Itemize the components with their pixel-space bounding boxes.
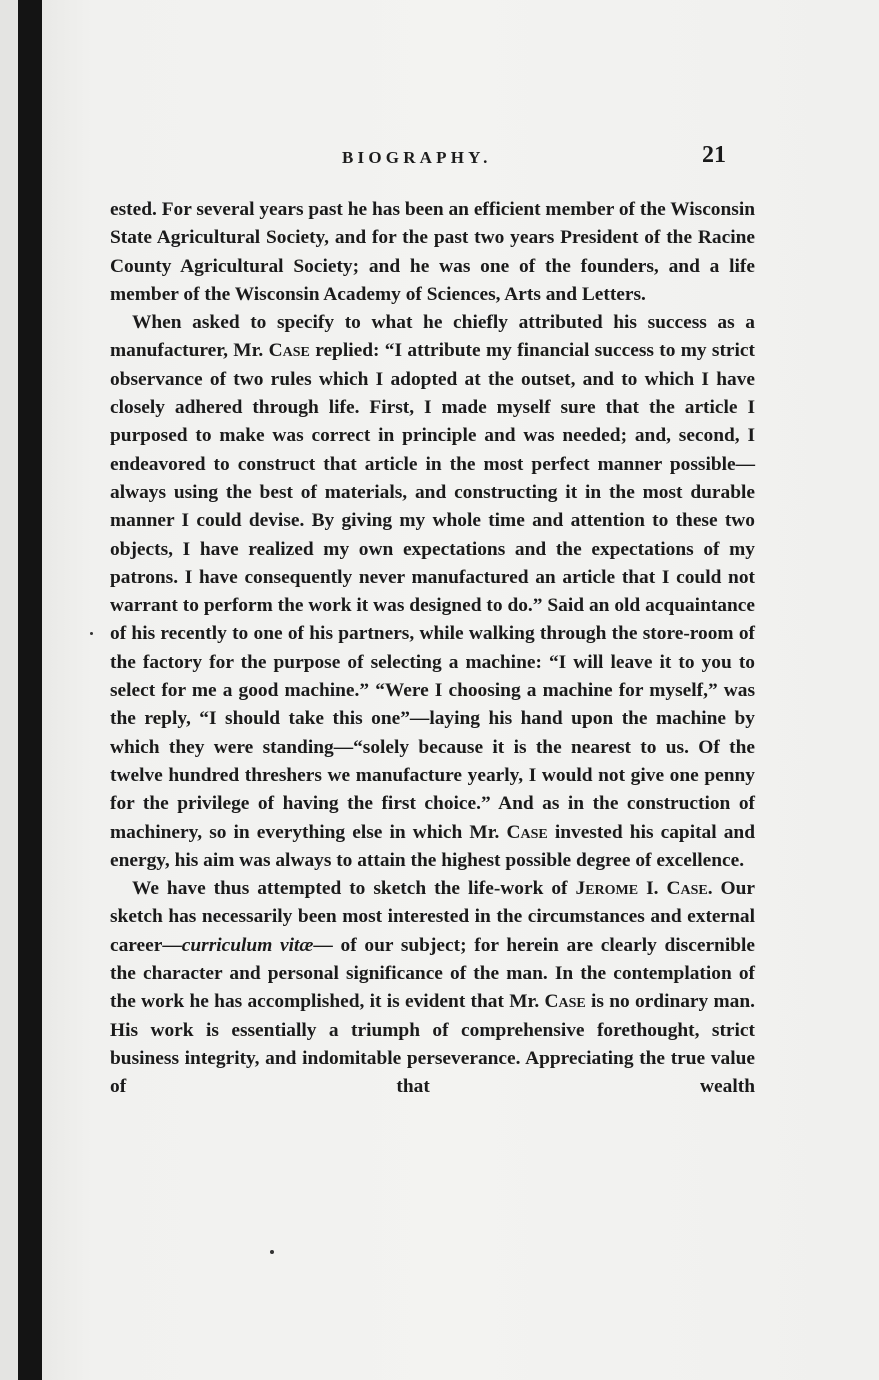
- paragraph-2-text-a: When asked to specify to what he chiefly attributed his success as a manufacturer, Mr.: [110, 312, 755, 362]
- ink-speck: [90, 632, 93, 635]
- paragraph-1: ested. For several years past he has been an efficient member of the Wisconsin State Agricultural Society, and for the past two years President of the Racine County Agricultural Society; and he was one of the founders, and a life member of the Wisconsin Academy of Sciences, Arts and Letters.: [110, 199, 755, 305]
- page-number: 21: [702, 142, 726, 168]
- paragraph-2-text-c: invested his capital and energy, his aim was always to attain the highest possible degree of excellence.: [110, 821, 755, 871]
- name-jerome-i-case: Jerome I. Case.: [575, 878, 713, 900]
- paragraph-2: [110, 309, 755, 875]
- name-case: Case: [544, 991, 586, 1013]
- body-text: [110, 196, 755, 1102]
- paragraph-3: [110, 875, 755, 1101]
- left-margin: [0, 0, 18, 1380]
- page-header: [0, 142, 879, 176]
- ink-speck: [270, 1250, 274, 1254]
- running-head: BIOGRAPHY.: [342, 148, 492, 167]
- paragraph-3-text-c: — of our subject; for herein are clearly discernible the character and personal significance of the man. In the contemplation of the work he has accomplished, it is evident that Mr.: [110, 934, 755, 1013]
- paragraph-3-text-b: Our sketch has necessarily been most interested in the circumstances and external career—: [110, 878, 756, 956]
- name-case: Case: [268, 340, 310, 362]
- name-case: Case: [506, 821, 548, 843]
- latin-phrase: curriculum vitæ: [181, 934, 314, 956]
- book-binding-edge: [18, 0, 42, 1380]
- paragraph-3-text-a: We have thus attempted to sketch the life-work of: [132, 878, 576, 900]
- paragraph-3-text-d: is no ordinary man. His work is essentially a triumph of comprehensive forethought, strict business integrity, and indomitable perseverance. Appreciating the true value of that wealth: [110, 991, 755, 1098]
- paragraph-2-text-b: replied: “I attribute my financial success to my strict observance of two rules which I adopted at the outset, and to which I have closely adhered through life. First, I made myself sure that the article I purposed to make was correct in principle and was needed; and, second, I endeavored to construct that article in the most perfect manner possible—always using the best of materials, and constructing it in the most durable manner I could devise. By giving my whole time and attention to these two objects, I have realized my own expectations and the expectations of my patrons. I have consequently never manufactured an article that I could not warrant to perform the work it was designed to do.” Said an old acquaintance of his recently to one of his partners, while walking through the store-room of the factory for the purpose of selecting a machine: “I will leave it to you to select for me a good machine.” “Were I choosing a machine for myself,” was the reply, “I should take this one”—laying his hand upon the machine by which they were standing—“solely because it is the nearest to us. Of the twelve hundred threshers we manufacture yearly, I would not give one penny for the privilege of having the first choice.” And as in the construction of machinery, so in everything else in which Mr.: [110, 340, 755, 843]
